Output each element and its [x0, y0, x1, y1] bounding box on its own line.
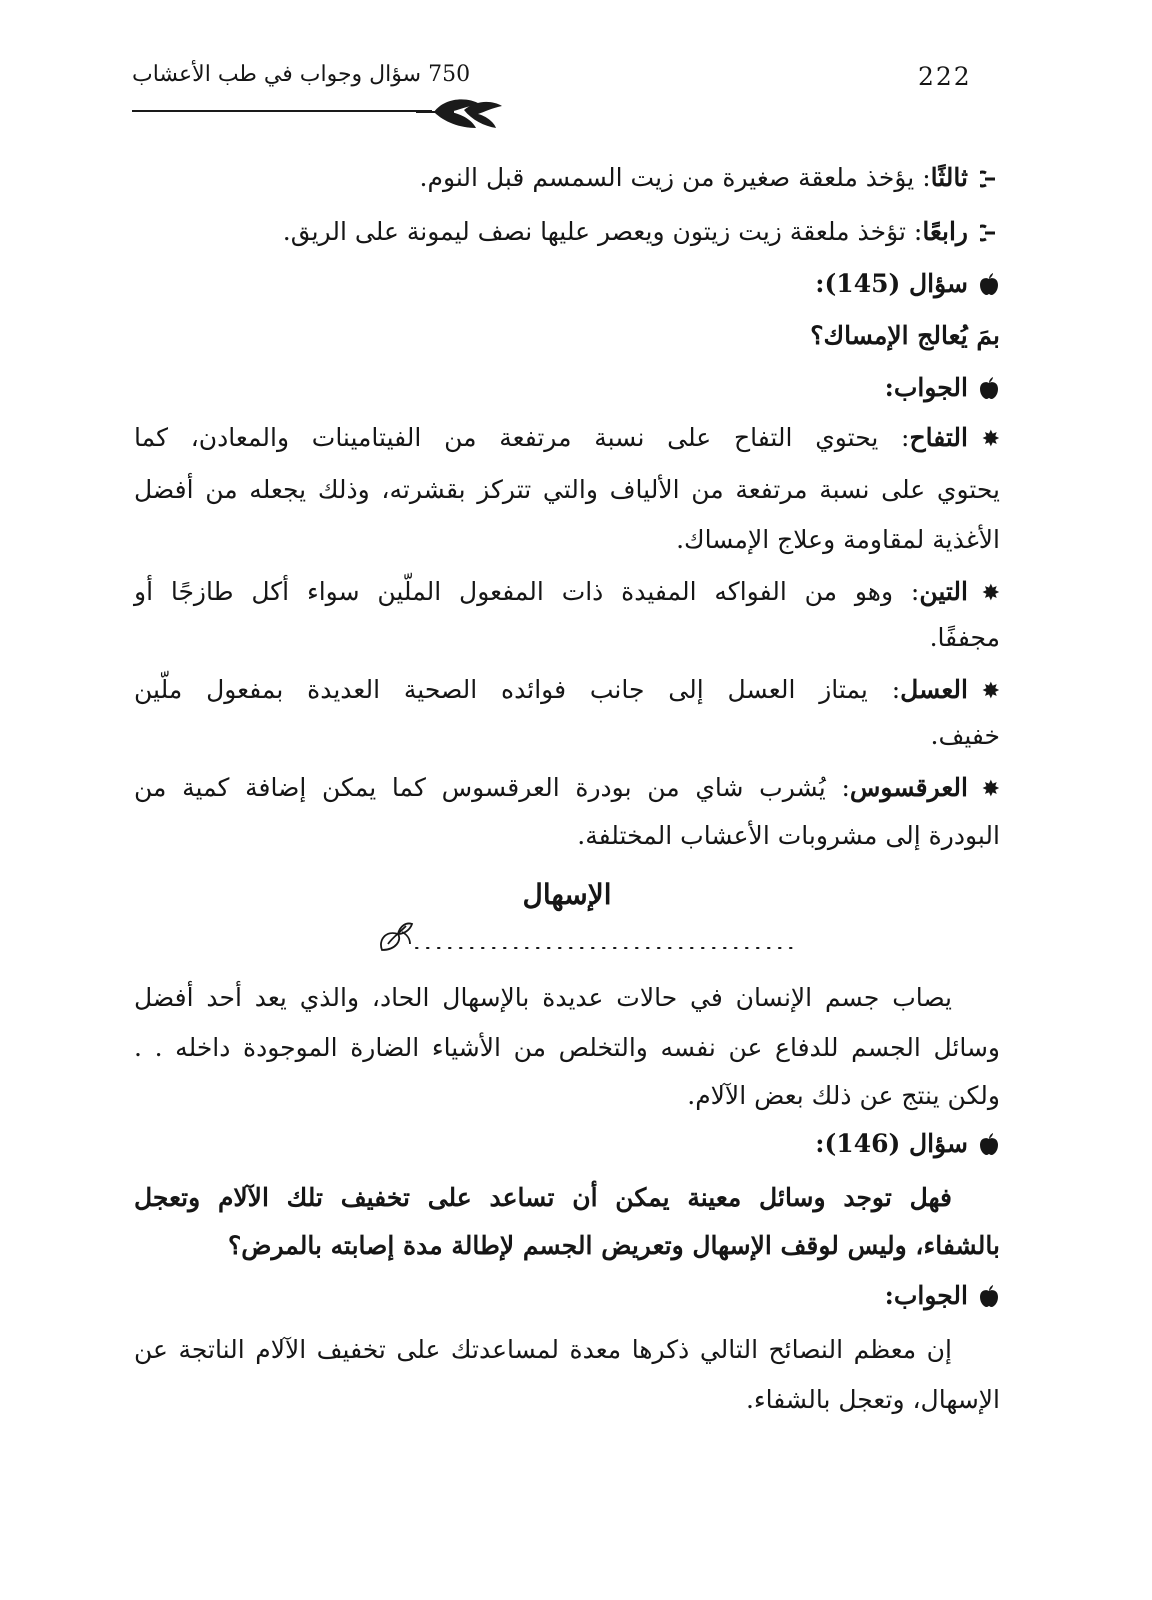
star-bullet-icon: ✸: [981, 427, 1000, 452]
remedy-honey-line-1: [134, 670, 1000, 712]
star-bullet-icon: ✸: [981, 777, 1000, 802]
remedy-apple-text-1: : يحتوي التفاح على نسبة مرتفعة من الفيتامينات والمعادن، كما: [134, 423, 910, 452]
remedy-apple-line-3: الأغذية لمقاومة وعلاج الإمساك.: [676, 525, 1000, 554]
answer-145-label-line: [134, 368, 1000, 408]
item-third-label: ثالثًا: [930, 163, 968, 192]
remedy-fig-line-2: مجففًا.: [929, 623, 1000, 652]
question-146-label-line: [134, 1124, 1000, 1164]
question-145-label-line: [134, 264, 1000, 304]
question-146-line-1: فهل توجد وسائل معينة يمكن أن تساعد على تخفيف تلك الآلام وتعجل: [134, 1183, 952, 1212]
item-fourth-label: رابعًا: [922, 217, 968, 246]
remedy-fig-name: التين: [919, 577, 968, 606]
remedy-honey-text-1: : يمتاز العسل إلى جانب فوائده الصحية العديدة بمفعول ملّين: [134, 675, 901, 704]
item-fourth: [134, 212, 1000, 252]
remedy-licorice-line-1: [134, 768, 1000, 810]
section-intro-line-1: يصاب جسم الإنسان في حالات عديدة بالإسهال الحاد، والذي يعد أحد أفضل: [134, 983, 952, 1012]
remedy-licorice-text-1: : يُشرب شاي من بودرة العرقسوس كما يمكن إضافة كمية من: [134, 773, 850, 802]
remedy-honey-line-2: خفيف.: [930, 721, 1000, 750]
apple-icon: [978, 376, 1000, 400]
page-number: 222: [918, 62, 972, 91]
running-header-title: 750 سؤال وجواب في طب الأعشاب: [132, 62, 471, 87]
remedy-fig-line-1: [134, 572, 1000, 614]
answer-145-label: الجواب:: [884, 373, 968, 402]
star-bullet-icon: ✸: [981, 679, 1000, 704]
c-bullet-icon: [980, 223, 1000, 243]
answer-146-label-line: [134, 1276, 1000, 1316]
remedy-licorice-name: العرقسوس: [849, 773, 968, 802]
item-fourth-text: : تؤخذ ملعقة زيت زيتون ويعصر عليها نصف ليمونة على الريق.: [282, 217, 923, 246]
answer-146-label: الجواب:: [884, 1281, 968, 1310]
section-intro-line-3: ولكن ينتج عن ذلك بعض الآلام.: [687, 1081, 1000, 1110]
item-third: [134, 158, 1000, 198]
remedy-apple-line-1: [134, 418, 1000, 460]
question-146-line-2: بالشفاء، وليس لوقف الإسهال وتعريض الجسم لإطالة مدة إصابته بالمرض؟: [228, 1231, 1000, 1260]
section-title: الإسهال: [522, 878, 612, 911]
remedy-fig-text-1: : وهو من الفواكه المفيدة ذات المفعول الملّين سواء أكل طازجًا أو: [134, 577, 920, 606]
remedy-apple-line-2: يحتوي على نسبة مرتفعة من الألياف والتي تتركز بقشرته، وذلك يجعله من أفضل: [134, 475, 1000, 504]
apple-icon: [978, 1132, 1000, 1156]
header-rule: [132, 110, 432, 112]
leaf-sprig-icon: [381, 923, 412, 950]
answer-146-line-2: الإسهال، وتعجل بالشفاء.: [745, 1385, 1000, 1414]
star-bullet-icon: ✸: [981, 581, 1000, 606]
item-third-text: : يؤخذ ملعقة صغيرة من زيت السمسم قبل النوم.: [419, 163, 931, 192]
c-bullet-icon: [980, 169, 1000, 189]
section-divider: [376, 918, 796, 958]
leaf-ornament-icon: [414, 94, 506, 134]
remedy-apple-name: التفاح: [909, 423, 968, 452]
question-146-label: سؤال (146):: [815, 1129, 968, 1158]
remedy-licorice-line-2: البودرة إلى مشروبات الأعشاب المختلفة.: [577, 821, 1000, 850]
apple-icon: [978, 272, 1000, 296]
question-145-text: بمَ يُعالج الإمساك؟: [810, 321, 1000, 350]
apple-icon: [978, 1284, 1000, 1308]
section-intro-line-2: وسائل الجسم للدفاع عن نفسه والتخلص من الأشياء الضارة الموجودة داخله . .: [134, 1033, 1000, 1062]
answer-146-line-1: إن معظم النصائح التالي ذكرها معدة لمساعدتك على تخفيف الآلام الناتجة عن: [134, 1335, 952, 1364]
remedy-honey-name: العسل: [900, 675, 968, 704]
question-145-label: سؤال (145):: [815, 269, 968, 298]
